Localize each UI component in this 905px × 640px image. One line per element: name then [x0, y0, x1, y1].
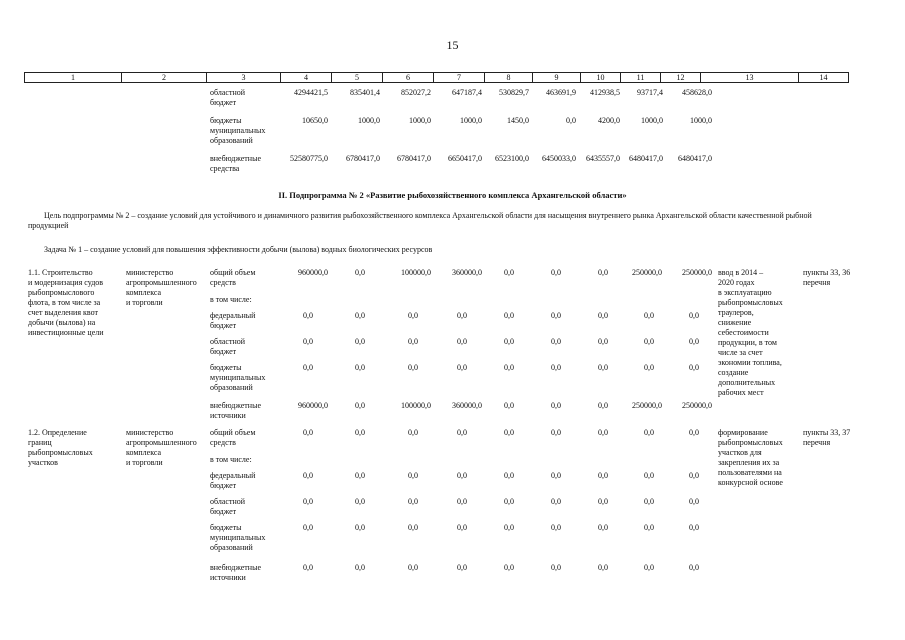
value-cell: 0,0	[355, 523, 365, 532]
value-cell: 530829,7	[499, 88, 529, 97]
value-cell: 0,0	[408, 311, 418, 320]
value-cell: 852027,2	[401, 88, 431, 97]
value-cell: 0,0	[598, 401, 608, 410]
value-cell: 250000,0	[682, 401, 712, 410]
value-cell: 360000,0	[452, 401, 482, 410]
value-cell: 0,0	[644, 497, 654, 506]
value-cell: 6650417,0	[448, 154, 482, 163]
row-label: внебюджетные источники	[210, 563, 261, 582]
value-cell: 0,0	[689, 523, 699, 532]
value-cell: 0,0	[644, 311, 654, 320]
value-cell: 0,0	[504, 428, 514, 437]
row-label: федеральный бюджет	[210, 471, 256, 490]
activity-executor: министерство агропромышленного комплекса и торговли	[126, 428, 197, 467]
value-cell: 0,0	[303, 471, 313, 480]
value-cell: 0,0	[408, 471, 418, 480]
value-cell: 0,0	[598, 471, 608, 480]
value-cell: 0,0	[598, 428, 608, 437]
row-label: областной бюджет	[210, 497, 246, 516]
value-cell: 0,0	[689, 428, 699, 437]
value-cell: 6450033,0	[542, 154, 576, 163]
col-num: 10	[581, 73, 621, 83]
value-cell: 0,0	[566, 116, 576, 125]
value-cell: 0,0	[355, 497, 365, 506]
row-label: в том числе:	[210, 455, 252, 464]
value-cell: 0,0	[303, 563, 313, 572]
value-cell: 1000,0	[409, 116, 431, 125]
value-cell: 0,0	[644, 523, 654, 532]
value-cell: 0,0	[303, 523, 313, 532]
value-cell: 0,0	[355, 268, 365, 277]
value-cell: 0,0	[644, 363, 654, 372]
value-cell: 0,0	[504, 401, 514, 410]
value-cell: 0,0	[551, 401, 561, 410]
col-num: 2	[122, 73, 207, 83]
activity-result: ввод в 2014 – 2020 годах в эксплуатацию рыбопромысловых траулеров, снижение себестоимости продукции, в том числе за счет экономии топлива, создание дополнительных рабочих мест	[718, 268, 783, 397]
value-cell: 6780417,0	[397, 154, 431, 163]
value-cell: 0,0	[355, 401, 365, 410]
value-cell: 0,0	[303, 428, 313, 437]
value-cell: 0,0	[598, 523, 608, 532]
subprogram-heading: II. Подпрограмма № 2 «Развитие рыбохозяйственного комплекса Архангельской области»	[278, 190, 627, 200]
value-cell: 0,0	[689, 471, 699, 480]
value-cell: 0,0	[504, 523, 514, 532]
value-cell: 412938,5	[590, 88, 620, 97]
col-num: 3	[207, 73, 281, 83]
value-cell: 0,0	[303, 311, 313, 320]
value-cell: 0,0	[504, 268, 514, 277]
col-num: 11	[621, 73, 661, 83]
col-num: 14	[799, 73, 849, 83]
value-cell: 100000,0	[401, 268, 431, 277]
value-cell: 0,0	[598, 337, 608, 346]
value-cell: 0,0	[598, 497, 608, 506]
row-label: областной бюджет	[210, 88, 246, 107]
row-label: внебюджетные источники	[210, 401, 261, 420]
value-cell: 0,0	[504, 363, 514, 372]
value-cell: 6480417,0	[678, 154, 712, 163]
value-cell: 52580775,0	[290, 154, 328, 163]
value-cell: 835401,4	[350, 88, 380, 97]
value-cell: 0,0	[457, 471, 467, 480]
value-cell: 6435557,0	[586, 154, 620, 163]
value-cell: 0,0	[644, 471, 654, 480]
task-heading: Задача № 1 – создание условий для повышения эффективности добычи (вылова) водных биологических ресурсов	[44, 245, 433, 254]
value-cell: 0,0	[303, 337, 313, 346]
col-num: 7	[434, 73, 485, 83]
value-cell: 100000,0	[401, 401, 431, 410]
value-cell: 0,0	[689, 497, 699, 506]
value-cell: 0,0	[355, 363, 365, 372]
value-cell: 0,0	[689, 563, 699, 572]
value-cell: 647187,4	[452, 88, 482, 97]
row-label: областной бюджет	[210, 337, 246, 356]
activity-executor: министерство агропромышленного комплекса и торговли	[126, 268, 197, 307]
value-cell: 0,0	[355, 428, 365, 437]
col-num: 5	[332, 73, 383, 83]
value-cell: 0,0	[551, 497, 561, 506]
value-cell: 0,0	[457, 337, 467, 346]
activity-name: 1.2. Определение границ рыбопромысловых участков	[28, 428, 93, 467]
value-cell: 0,0	[551, 563, 561, 572]
row-label: федеральный бюджет	[210, 311, 256, 330]
value-cell: 0,0	[457, 311, 467, 320]
value-cell: 0,0	[598, 311, 608, 320]
value-cell: 0,0	[457, 523, 467, 532]
value-cell: 0,0	[598, 363, 608, 372]
col-num: 8	[485, 73, 533, 83]
value-cell: 0,0	[551, 337, 561, 346]
value-cell: 1000,0	[358, 116, 380, 125]
activity-result: формирование рыбопромысловых участков для закрепления их за пользователями на конкурсной основе	[718, 428, 783, 487]
value-cell: 0,0	[504, 337, 514, 346]
value-cell: 10650,0	[302, 116, 328, 125]
value-cell: 4200,0	[598, 116, 620, 125]
value-cell: 6480417,0	[629, 154, 663, 163]
value-cell: 1000,0	[641, 116, 663, 125]
value-cell: 0,0	[551, 523, 561, 532]
value-cell: 0,0	[355, 563, 365, 572]
value-cell: 1000,0	[690, 116, 712, 125]
value-cell: 0,0	[457, 363, 467, 372]
value-cell: 0,0	[551, 363, 561, 372]
value-cell: 6780417,0	[346, 154, 380, 163]
value-cell: 1000,0	[460, 116, 482, 125]
value-cell: 0,0	[408, 363, 418, 372]
value-cell: 0,0	[551, 268, 561, 277]
value-cell: 250000,0	[632, 401, 662, 410]
value-cell: 0,0	[355, 337, 365, 346]
col-num: 6	[383, 73, 434, 83]
value-cell: 960000,0	[298, 268, 328, 277]
value-cell: 0,0	[551, 311, 561, 320]
value-cell: 0,0	[504, 311, 514, 320]
value-cell: 0,0	[689, 363, 699, 372]
value-cell: 0,0	[457, 563, 467, 572]
value-cell: 458628,0	[682, 88, 712, 97]
value-cell: 0,0	[504, 497, 514, 506]
value-cell: 1450,0	[507, 116, 529, 125]
value-cell: 0,0	[504, 563, 514, 572]
row-label: в том числе:	[210, 295, 252, 304]
value-cell: 4294421,5	[294, 88, 328, 97]
activity-reference: пункты 33, 37 перечня	[803, 428, 851, 447]
value-cell: 250000,0	[632, 268, 662, 277]
row-label: общий объем средств	[210, 268, 256, 287]
value-cell: 0,0	[504, 471, 514, 480]
value-cell: 0,0	[355, 471, 365, 480]
column-number-header	[24, 72, 849, 83]
value-cell: 360000,0	[452, 268, 482, 277]
col-num: 4	[281, 73, 332, 83]
activity-reference: пункты 33, 36 перечня	[803, 268, 851, 287]
value-cell: 0,0	[644, 337, 654, 346]
value-cell: 0,0	[598, 268, 608, 277]
value-cell: 0,0	[457, 428, 467, 437]
value-cell: 0,0	[408, 563, 418, 572]
activity-name: 1.1. Строительство и модернизация судов рыбопромыслового флота, в том числе за счет выделения квот добычи (вылова) на инвестиционные цели	[28, 268, 104, 337]
col-num: 9	[533, 73, 581, 83]
value-cell: 0,0	[303, 363, 313, 372]
value-cell: 93717,4	[637, 88, 663, 97]
page-number: 15	[446, 38, 459, 52]
value-cell: 0,0	[408, 523, 418, 532]
value-cell: 0,0	[689, 337, 699, 346]
value-cell: 0,0	[457, 497, 467, 506]
value-cell: 0,0	[644, 563, 654, 572]
col-num: 13	[701, 73, 799, 83]
value-cell: 0,0	[408, 428, 418, 437]
row-label: внебюджетные средства	[210, 154, 261, 173]
value-cell: 0,0	[355, 311, 365, 320]
col-num: 12	[661, 73, 701, 83]
value-cell: 0,0	[689, 311, 699, 320]
row-label: общий объем средств	[210, 428, 256, 447]
subprogram-goal: Цель подпрограммы № 2 – создание условий для устойчивого и динамичного развития рыбохозяйственного комплекса Архангельской области для насыщения внутреннего рынка Архангельской области качественной рыбной продукцией	[28, 211, 812, 230]
row-label: бюджеты муниципальных образований	[210, 523, 266, 552]
value-cell: 0,0	[644, 428, 654, 437]
value-cell: 0,0	[551, 428, 561, 437]
row-label: бюджеты муниципальных образований	[210, 363, 266, 392]
value-cell: 0,0	[598, 563, 608, 572]
col-num: 1	[25, 73, 122, 83]
value-cell: 0,0	[551, 471, 561, 480]
row-label: бюджеты муниципальных образований	[210, 116, 266, 145]
value-cell: 250000,0	[682, 268, 712, 277]
value-cell: 960000,0	[298, 401, 328, 410]
value-cell: 0,0	[408, 497, 418, 506]
value-cell: 0,0	[408, 337, 418, 346]
value-cell: 463691,9	[546, 88, 576, 97]
value-cell: 6523100,0	[495, 154, 529, 163]
value-cell: 0,0	[303, 497, 313, 506]
